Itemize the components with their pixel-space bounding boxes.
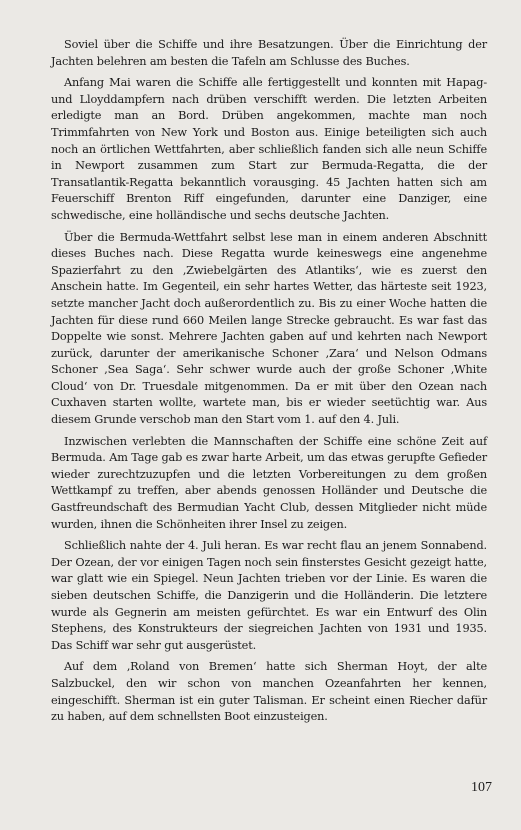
paragraph-6: Auf dem ‚Roland von Bremen‘ hatte sich Sherman Hoyt, der alte Salzbuckel, den wir schon von manchen Ozeanfahrten her kennen, eingeschifft. Sherman ist ein guter Talisman. Er scheint einen Riecher dafür zu haben, auf dem schnellsten Boot einzusteigen.	[51, 660, 487, 724]
paragraph-5: Schließlich nahte der 4. Juli heran. Es war recht flau an jenem Sonnabend. Der Ozean, der vor einigen Tagen noch sein finsterstes Gesicht gezeigt hatte, war glatt wie ein Spiegel. Neun Jachten trieben vor der Linie. Es waren die sieben deutschen Schiffe, die Danzigerin und die Holländerin. Die letztere wurde als Gegnerin am meisten gefürchtet. Es war ein Entwurf des Olin Stephens, des Konstrukteurs der siegreichen Jachten von 1931 und 1935. Das Schiff war sehr gut ausgerüstet.	[51, 539, 487, 652]
page-number: 107	[471, 780, 492, 795]
paragraph-3: Über die Bermuda-Wettfahrt selbst lese man in einem anderen Abschnitt dieses Buches nach. Diese Regatta wurde keineswegs eine angenehme Spazierfahrt zu den ‚Zwiebelgärten des Atlantiks‘, wie es zuerst den Anschein hatte. Im Gegenteil, ein sehr hartes Wetter, das härteste seit 1923, setzte mancher Jacht doch außerordentlich zu. Bis zu einer Woche hatten die Jachten für diese rund 660 Meilen lange Strecke gebraucht. Es war fast das Doppelte wie sonst. Mehrere Jachten gaben auf und kehrten nach Newport zurück, darunter der amerikanische Schoner ‚Zara‘ und Nelson Odmans Schoner ‚Sea Saga‘. Sehr schwer wurde auch der große Schoner ‚White Cloud‘ von Dr. Truesdale mitgenommen. Da er mit über den Ozean nach Cuxhaven starten wollte, wartete man, bis er wieder seetüchtig war. Aus diesem Grunde verschob man den Start vom 1. auf den 4. Juli.	[51, 230, 487, 427]
paragraph-2: Anfang Mai waren die Schiffe alle fertiggestellt und konnten mit Hapag- und Lloyddampfern nach drüben verschifft werden. Die letzten Arbeiten erledigte man an Bord. Drüben angekommen, machte man noch Trimmfahrten von New York und Boston aus. Einige beteiligten sich auch noch an örtlichen Wettfahrten, aber schließlich fanden sich alle neun Schiffe in Newport zusammen zum Start zur Bermuda-Regatta, die der Transatlantik-Regatta bekanntlich vorausging. 45 Jachten hatten sich am Feuerschiff Brenton Riff eingefunden, darunter eine Danziger, eine schwedische, eine holländische und sechs deutsche Jachten.	[51, 76, 487, 222]
body-text	[51, 37, 487, 731]
paragraph-1: Soviel über die Schiffe und ihre Besatzungen. Über die Einrichtung der Jachten belehren am besten die Tafeln am Schlusse des Buches.	[51, 38, 487, 68]
paragraph-4: Inzwischen verlebten die Mannschaften der Schiffe eine schöne Zeit auf Bermuda. Am Tage gab es zwar harte Arbeit, um das etwas gerupfte Gefieder wieder zurechtzuzupfen und die letzten Vorbereitungen zu dem großen Wettkampf zu treffen, aber abends genossen Holländer und Deutsche die Gastfreundschaft des Bermudian Yacht Club, dessen Mitglieder nicht müde wurden, ihnen die Schönheiten ihrer Insel zu zeigen.	[51, 434, 487, 531]
